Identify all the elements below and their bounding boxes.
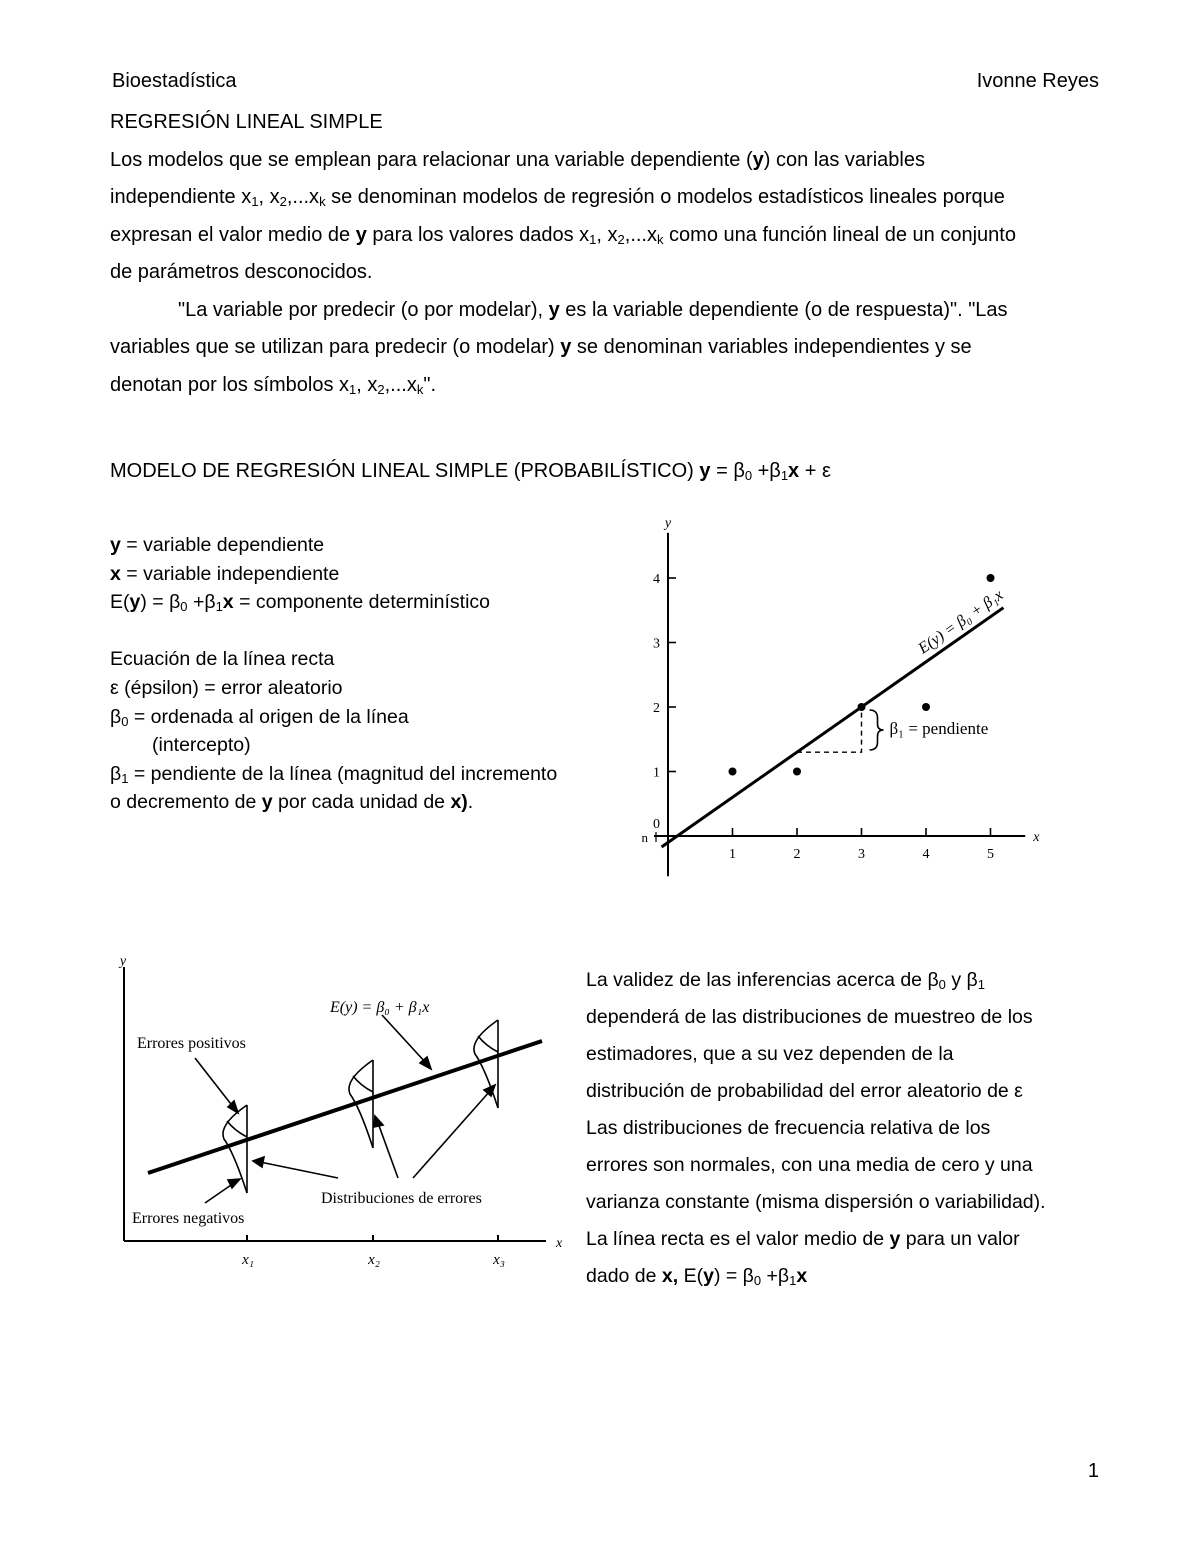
header-left: Bioestadística bbox=[112, 70, 237, 92]
chart-annotations bbox=[797, 707, 988, 752]
chart-x-tick-label: 1 bbox=[729, 847, 736, 862]
definitions bbox=[110, 531, 620, 817]
chart-points bbox=[729, 574, 995, 776]
error-distributions-figure bbox=[110, 945, 580, 1285]
def-b1: $\beta_1$ = pendiente de la línea (magnitud del incremento bbox=[110, 762, 558, 786]
intro-line-1: Los modelos que se emplean para relacionar una variable dependiente (y) con las variables bbox=[110, 148, 925, 171]
right-text bbox=[586, 962, 1106, 1295]
right-line-5: Las distribuciones de frecuencia relativa de los bbox=[586, 1117, 991, 1139]
right-line-1: La validez de las inferencias acerca de $\beta_0$ y $\beta_1$ bbox=[586, 969, 985, 992]
right-line-3: estimadores, que a su vez dependen de la bbox=[586, 1043, 954, 1065]
chart-slope-label: β₁ = pendiente bbox=[889, 719, 989, 738]
def-b0-intercepto: (intercepto) bbox=[152, 734, 251, 757]
chart-slope-brace bbox=[870, 710, 884, 750]
right-line-9: dado de x, $E(y) = \beta_0 +\beta_1x$ bbox=[586, 1265, 808, 1288]
chart-x-tick-label: 5 bbox=[987, 847, 994, 862]
def-y: y = variable dependiente bbox=[110, 534, 325, 556]
regression-chart bbox=[620, 520, 1080, 890]
chart-origin-mark: n bbox=[641, 830, 648, 845]
def-epsilon: ε (épsilon) = error aleatorio bbox=[110, 676, 343, 699]
right-line-7: varianza constante (misma dispersión o variabilidad). bbox=[586, 1191, 1046, 1213]
right-line-8: La línea recta es el valor medio de y para un valor bbox=[586, 1228, 1020, 1250]
chart-line-label: E(y) = β₀ + β₁x bbox=[915, 586, 1007, 658]
chart-y-tick-label: 2 bbox=[653, 701, 660, 716]
chart-y-tick-label: 0 bbox=[653, 817, 660, 832]
fig2-regression-line bbox=[148, 1041, 542, 1173]
fig2-negative-errors-label: Errores negativos bbox=[132, 1210, 245, 1227]
chart-y-tick-label: 3 bbox=[653, 636, 660, 652]
chart-point bbox=[922, 703, 930, 711]
intro-line-4: de parámetros desconocidos. bbox=[110, 261, 373, 283]
chart-point bbox=[729, 768, 737, 776]
quote-line-1: "La variable por predecir (o por modelar), y es la variable dependiente (o de respuesta)". "Las bbox=[178, 298, 1008, 321]
chart-y-tick-label: 4 bbox=[653, 572, 660, 587]
fig2-tick-x1: x₁ bbox=[242, 1252, 254, 1268]
def-ecuacion: Ecuación de la línea recta bbox=[110, 648, 335, 671]
def-ey: $E(y) = \beta_0 +\beta_1x$ = componente determinístico bbox=[110, 591, 491, 615]
intro-section bbox=[110, 104, 1110, 404]
def-x: x = variable independiente bbox=[110, 562, 340, 585]
header-right: Ivonne Reyes bbox=[976, 70, 1099, 92]
chart-point bbox=[987, 574, 995, 582]
fig2-x-label: x bbox=[556, 1236, 563, 1251]
chart-x-tick-label: 2 bbox=[793, 847, 801, 862]
def-b1-cont: o decremento de y por cada unidad de x). bbox=[110, 791, 474, 814]
fig2-tick-x3: x₃ bbox=[493, 1252, 505, 1268]
chart-axes bbox=[654, 520, 1040, 876]
right-line-4: distribución de probabilidad del error aleatorio de ε bbox=[586, 1080, 1023, 1102]
intro-line-2: independiente $x_1$, $x_2,...x_k$ se denominan modelos de regresión o modelos estadísticos lineales porque bbox=[110, 186, 1005, 209]
fig2-line-label: E(y) = β₀ + β₁x bbox=[330, 999, 430, 1016]
fig2-distributions-label: Distribuciones de errores bbox=[321, 1190, 482, 1207]
chart-ticks bbox=[642, 572, 995, 862]
quote-line-2: variables que se utilizan para predecir (o modelar) y se denominan variables independientes y se bbox=[110, 336, 972, 358]
fig2-positive-errors-label: Errores positivos bbox=[137, 1035, 246, 1052]
def-b0: $\beta_0$ = ordenada al origen de la línea bbox=[110, 705, 409, 729]
quote-line-3: denotan por los símbolos $x_1$, $x_2,...x_k$". bbox=[110, 373, 437, 397]
chart-x-label: x bbox=[1033, 830, 1040, 845]
chart-point bbox=[793, 768, 801, 776]
chart-y-tick-label: 1 bbox=[653, 765, 660, 781]
page-number: 1 bbox=[1087, 1460, 1099, 1482]
chart-x-tick-label: 4 bbox=[922, 847, 930, 862]
model-heading: MODELO DE REGRESIÓN LINEAL SIMPLE (PROBABILÍSTICO) $y = \beta_0 +\beta_1x + \varepsilon$ bbox=[110, 460, 831, 483]
chart-x-tick-label: 3 bbox=[858, 847, 865, 862]
chart-y-label: y bbox=[664, 520, 672, 531]
intro-line-3: expresan el valor medio de y para los valores dados $x_1$, $x_2,...x_k$ como una función lineal de un conjunto bbox=[110, 223, 1016, 247]
right-line-6: errores son normales, con una media de cero y una bbox=[586, 1154, 1033, 1176]
right-line-2: dependerá de las distribuciones de muestreo de los bbox=[586, 1006, 1033, 1028]
fig2-y-label: y bbox=[119, 954, 127, 969]
section-title: REGRESIÓN LINEAL SIMPLE bbox=[110, 111, 383, 133]
fig2-tick-x2: x₂ bbox=[368, 1252, 380, 1268]
chart-regression-line bbox=[662, 587, 1007, 847]
